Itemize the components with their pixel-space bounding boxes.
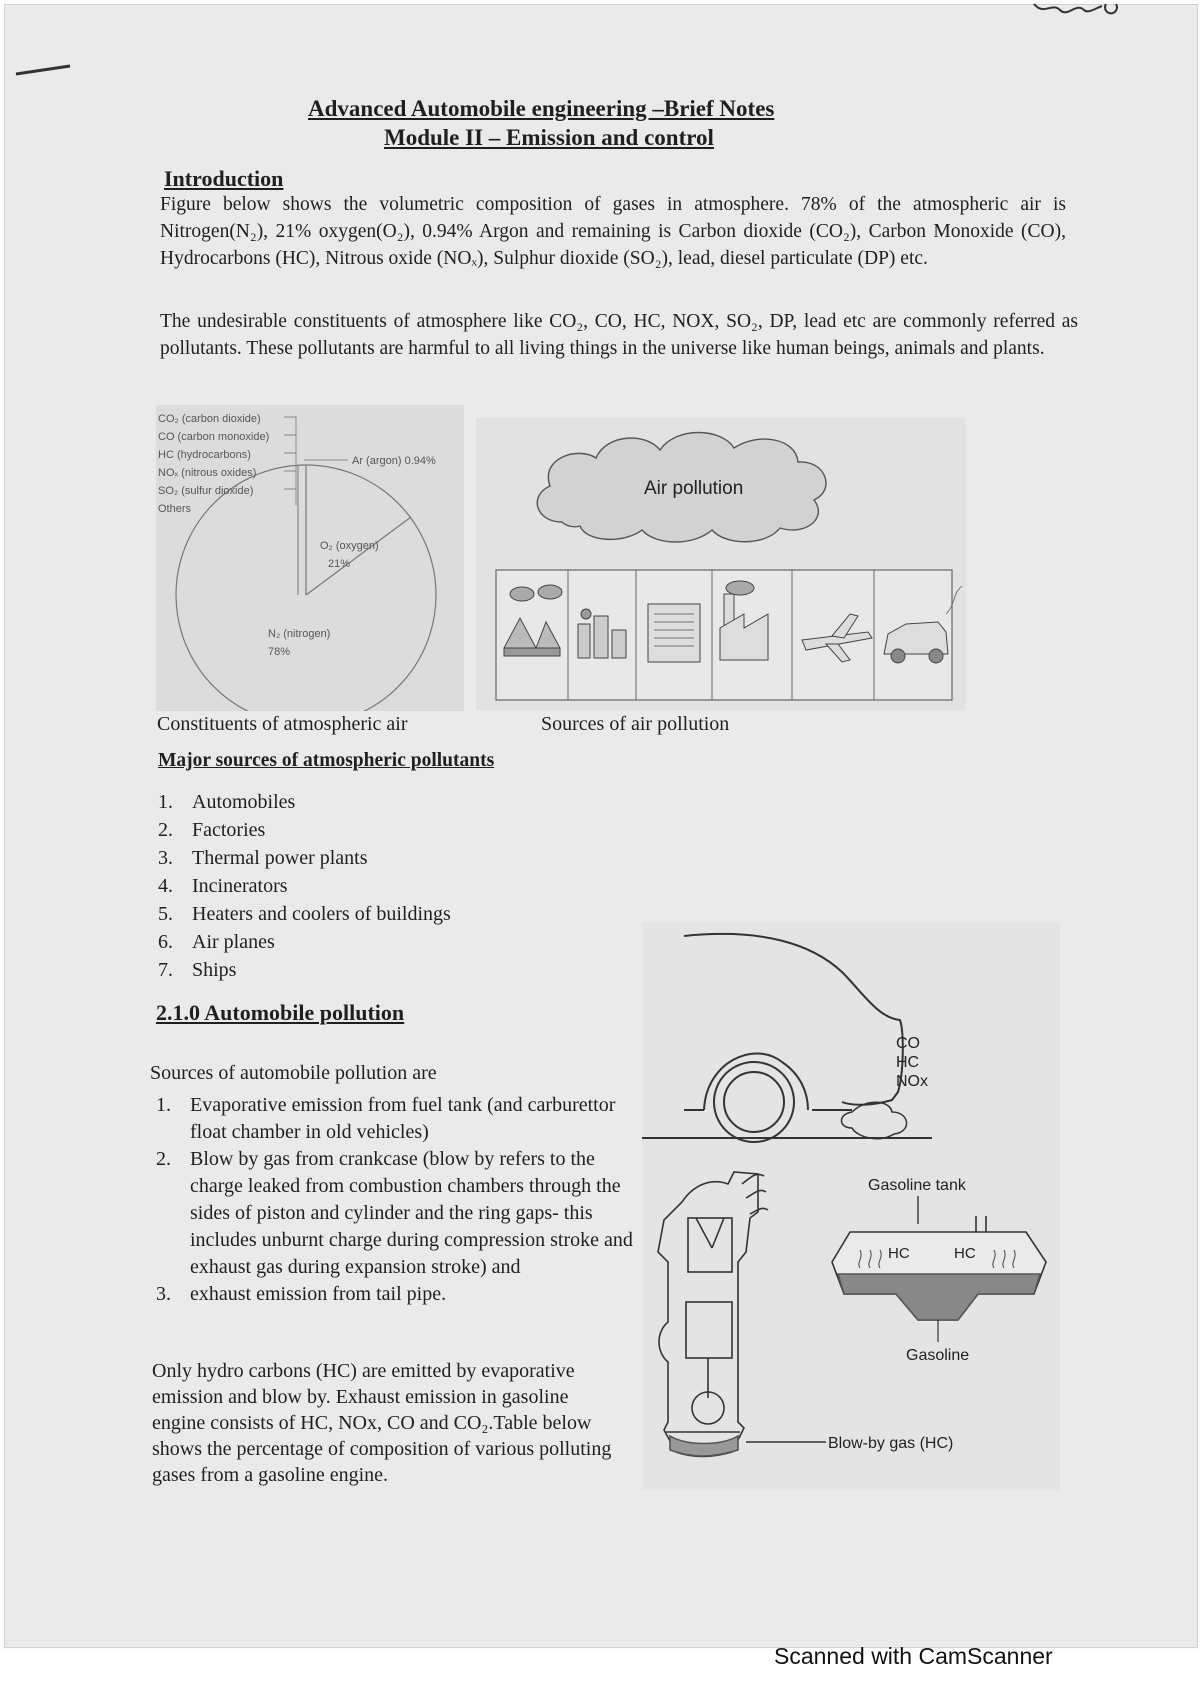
exhaust-co-label: CO	[896, 1035, 920, 1052]
item-text: Thermal power plants	[192, 847, 368, 869]
list-item	[158, 956, 451, 984]
item-text: Blow by gas from crankcase (blow by refers to the charge leaked from combustion chambers through the sides of piston and cylinder and the ring gaps- this includes unburnt charge during compression stroke and exhaust gas during expansion stroke) and	[190, 1148, 633, 1278]
item-number: 3.	[156, 1283, 171, 1305]
automobile-sources-intro: Sources of automobile pollution are	[150, 1062, 437, 1084]
label-co2: CO₂ (carbon dioxide)	[158, 413, 261, 425]
label-co: CO (carbon monoxide)	[158, 431, 270, 443]
item-text: Evaporative emission from fuel tank (and carburettor float chamber in old vehicles)	[190, 1094, 616, 1143]
pie-divider-oxygen	[306, 517, 411, 595]
figure2-caption: Sources of air pollution	[541, 713, 730, 735]
item-number: 3.	[158, 847, 173, 869]
list-item	[158, 928, 451, 956]
automobile-sources-list	[156, 1092, 636, 1308]
pen-stroke-mark	[14, 58, 74, 82]
list-item	[158, 844, 451, 872]
major-sources-heading: Major sources of atmospheric pollutants	[158, 750, 495, 771]
label-leader-lines	[284, 417, 296, 505]
item-text: Air planes	[192, 931, 275, 953]
exhaust-nox-label: NOx	[896, 1073, 928, 1090]
car-rear-illustration	[642, 934, 932, 1142]
item-text: exhaust emission from tail pipe.	[190, 1283, 447, 1305]
list-item	[158, 816, 451, 844]
figure1-caption: Constituents of atmospheric air	[157, 713, 408, 735]
vehicle-emission-sources-figure	[642, 922, 1060, 1490]
label-so2: SO₂ (sulfur dioxide)	[158, 485, 254, 497]
item-number: 1.	[156, 1094, 171, 1116]
tank-label: Gasoline tank	[868, 1177, 966, 1194]
list-item	[156, 1281, 636, 1308]
label-argon: Ar (argon) 0.94%	[352, 455, 436, 467]
label-oxygen: O₂ (oxygen)	[320, 540, 379, 552]
label-nitrogen-pct: 78%	[268, 646, 291, 658]
item-number: 1.	[158, 791, 173, 813]
item-text: Factories	[192, 819, 266, 841]
engine-illustration	[658, 1172, 768, 1457]
atmospheric-composition-figure	[156, 405, 464, 711]
list-item	[156, 1146, 636, 1281]
label-oxygen-pct: 21%	[328, 558, 351, 570]
blowby-label: Blow-by gas (HC)	[828, 1435, 954, 1452]
list-item	[156, 1092, 636, 1146]
label-nitrogen: N₂ (nitrogen)	[268, 628, 331, 640]
item-number: 2.	[156, 1148, 171, 1170]
building-icon	[648, 604, 700, 662]
intro-paragraph-2: The undesirable constituents of atmosphere like CO₂, CO, HC, NOX, SO₂, DP, lead etc are commonly referred as pollutants. These pollutants are harmful to all living things in the universe like human beings, animals and plants.	[160, 311, 1078, 359]
list-item	[158, 872, 451, 900]
major-sources-list	[158, 788, 451, 984]
item-text: Heaters and coolers of buildings	[192, 903, 451, 925]
cloud-label: Air pollution	[644, 478, 744, 499]
gasoline-label: Gasoline	[906, 1347, 970, 1364]
label-hc: HC (hydrocarbons)	[158, 449, 251, 461]
item-number: 4.	[158, 875, 173, 897]
air-pollution-sources-figure	[476, 418, 966, 710]
item-number: 6.	[158, 931, 173, 953]
tank-hc-right-label: HC	[954, 1245, 976, 1262]
label-others: Others	[158, 503, 192, 515]
item-number: 7.	[158, 959, 173, 981]
label-nox: NOₓ (nitrous oxides)	[158, 467, 257, 479]
list-item	[158, 900, 451, 928]
introduction-heading: Introduction	[164, 166, 284, 191]
emission-paragraph: Only hydro carbons (HC) are emitted by evaporative emission and blow by. Exhaust emission in gasoline engine consists of HC, NOx, CO and CO₂.Table below shows the percentage of composition of various polluting gases from a gasoline engine.	[152, 1360, 612, 1486]
scanner-watermark: Scanned with CamScanner	[774, 1643, 1053, 1669]
item-number: 2.	[158, 819, 173, 841]
intro-paragraph-1: Figure below shows the volumetric composition of gases in atmosphere. 78% of the atmospheric air is Nitrogen(N₂), 21% oxygen(O₂), 0.94% Argon and remaining is Carbon dioxide (CO₂), Carbon Monoxide (CO), Hydrocarbons (HC), Nitrous oxide (NOₓ), Sulphur dioxide (SO₂), lead, diesel particulate (DP) etc.	[160, 194, 1066, 269]
document-title: Advanced Automobile engineering –Brief Notes	[308, 96, 775, 121]
list-item	[158, 788, 451, 816]
tank-hc-left-label: HC	[888, 1245, 910, 1262]
handwritten-mark	[1030, 0, 1120, 20]
item-text: Incinerators	[192, 875, 288, 897]
automobile-pollution-heading: 2.1.0 Automobile pollution	[156, 1000, 405, 1025]
item-text: Ships	[192, 959, 237, 981]
exhaust-hc-label: HC	[896, 1054, 920, 1071]
module-title: Module II – Emission and control	[384, 125, 714, 150]
item-text: Automobiles	[192, 791, 296, 813]
item-number: 5.	[158, 903, 173, 925]
